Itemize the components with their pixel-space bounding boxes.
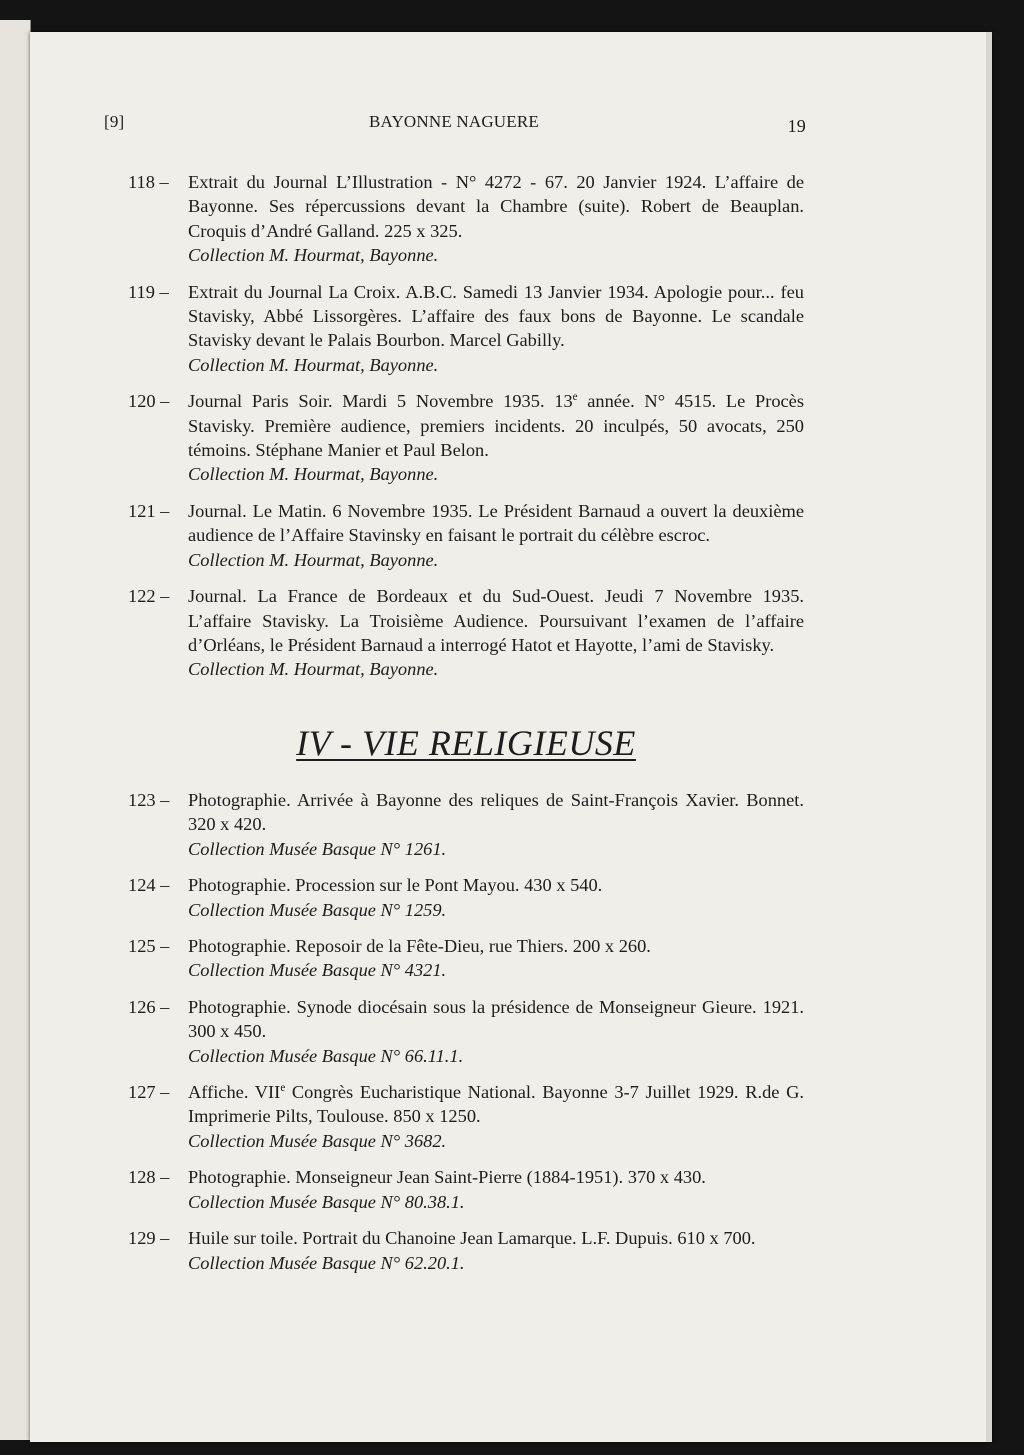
previous-page-edge <box>0 20 31 1440</box>
catalogue-entries-religious <box>128 788 804 1287</box>
entry-collection: Collection Musée Basque N° 4321. <box>188 960 447 981</box>
catalogue-entry <box>128 788 804 861</box>
entry-description: Photographie. Reposoir de la Fête-Dieu, rue Thiers. 200 x 260. <box>188 936 651 957</box>
entry-description <box>188 389 804 462</box>
superscript: e <box>280 1081 286 1094</box>
entry-text-part: Congrès Eucharistique National. Bayonne 3-7 Juillet 1929. R.de G. Imprimerie Pilts, Toulouse. 850 x 1250. <box>188 1082 804 1127</box>
entry-collection: Collection Musée Basque N° 1261. <box>188 838 447 859</box>
catalogue-entries-political <box>128 170 804 694</box>
entry-number: 120 – <box>128 391 170 412</box>
entry-description <box>188 1080 804 1129</box>
entry-number: 119 – <box>128 281 169 302</box>
entry-text-part: année. N° 4515. Le Procès Stavisky. Première audience, premiers incidents. 20 inculpés, 50 avocats, 250 témoins. Stéphane Manier et Paul Belon. <box>188 391 804 461</box>
entry-collection: Collection Musée Basque N° 3682. <box>188 1130 447 1151</box>
catalogue-entry <box>128 280 804 378</box>
entry-text-part: Affiche. VII <box>188 1082 281 1103</box>
catalogue-entry <box>128 170 804 268</box>
catalogue-entry <box>128 584 804 682</box>
entry-collection: Collection Musée Basque N° 80.38.1. <box>188 1191 465 1212</box>
entry-collection: Collection Musée Basque N° 1259. <box>188 899 447 920</box>
entry-number: 123 – <box>128 790 170 810</box>
running-header <box>104 106 804 136</box>
entry-text-part: Journal Paris Soir. Mardi 5 Novembre 1935. 13 <box>188 391 573 412</box>
entry-description: Journal. La France de Bordeaux et du Sud-Ouest. Jeudi 7 Novembre 1935. L’affaire Stavisky. La Troisième Audience. Poursuivant l’examen de l’affaire d’Orléans, le Président Barnaud a interrogé Hatot et Hayotte, l’ami de Stavisky. <box>188 586 804 655</box>
entry-collection: Collection M. Hourmat, Bayonne. <box>188 354 439 375</box>
entry-collection: Collection M. Hourmat, Bayonne. <box>188 245 439 266</box>
catalogue-entry <box>128 995 804 1068</box>
entry-collection: Collection M. Hourmat, Bayonne. <box>188 464 439 485</box>
entry-description: Photographie. Synode diocésain sous la présidence de Monseigneur Gieure. 1921. 300 x 450. <box>188 996 804 1042</box>
entry-description: Huile sur toile. Portrait du Chanoine Jean Lamarque. L.F. Dupuis. 610 x 700. <box>188 1228 756 1249</box>
entry-collection: Collection Musée Basque N° 66.11.1. <box>188 1045 464 1066</box>
entry-number: 129 – <box>128 1228 170 1249</box>
entry-number: 125 – <box>128 936 170 957</box>
entry-number: 122 – <box>128 586 170 607</box>
catalogue-entry <box>128 499 804 572</box>
section-heading: IV - VIE RELIGIEUSE <box>296 723 636 763</box>
entry-description: Photographie. Arrivée à Bayonne des reliques de Saint-François Xavier. Bonnet. 320 x 420. <box>188 790 804 835</box>
entry-description: Photographie. Monseigneur Jean Saint-Pierre (1884-1951). 370 x 430. <box>188 1167 706 1188</box>
catalogue-entry <box>128 1165 804 1214</box>
entry-collection: Collection M. Hourmat, Bayonne. <box>188 549 439 570</box>
page-number: 19 <box>787 116 806 136</box>
entry-number: 124 – <box>128 875 170 896</box>
catalogue-entry <box>128 389 804 487</box>
entry-collection: Collection M. Hourmat, Bayonne. <box>188 659 439 680</box>
entry-collection: Collection Musée Basque N° 62.20.1. <box>188 1252 465 1273</box>
page-edge <box>986 32 992 1442</box>
header-title: BAYONNE NAGUERE <box>368 112 539 131</box>
superscript: e <box>572 391 578 404</box>
entry-description: Extrait du Journal La Croix. A.B.C. Samedi 13 Janvier 1934. Apologie pour... feu Stavisky, Abbé Lissorgères. L’affaire des faux bons de Bayonne. Le scandale Stavisky devant le Palais Bourbon. Marcel Gabilly. <box>188 281 804 351</box>
entry-description: Journal. Le Matin. 6 Novembre 1935. Le Président Barnaud a ouvert la deuxième audience de l’Affaire Stavinsky en faisant le portrait du célèbre escroc. <box>188 500 804 546</box>
catalogue-entry <box>128 1080 804 1153</box>
entry-number: 118 – <box>128 172 169 192</box>
catalogue-entry <box>128 934 804 983</box>
entry-number: 128 – <box>128 1167 170 1188</box>
entry-description: Photographie. Procession sur le Pont Mayou. 430 x 540. <box>188 875 603 896</box>
entry-number: 126 – <box>128 996 170 1017</box>
catalogue-entry <box>128 873 804 922</box>
entry-number: 121 – <box>128 500 170 521</box>
entry-description: Extrait du Journal L’Illustration - N° 4272 - 67. 20 Janvier 1924. L’affaire de Bayonne. Ses répercussions devant la Chambre (suite). Robert de Beauplan. Croquis d’André Galland. 225 x 325. <box>188 172 804 241</box>
catalogue-entry <box>128 1226 804 1275</box>
header-section-number: [9] <box>104 112 125 131</box>
entry-number: 127 – <box>128 1082 170 1103</box>
